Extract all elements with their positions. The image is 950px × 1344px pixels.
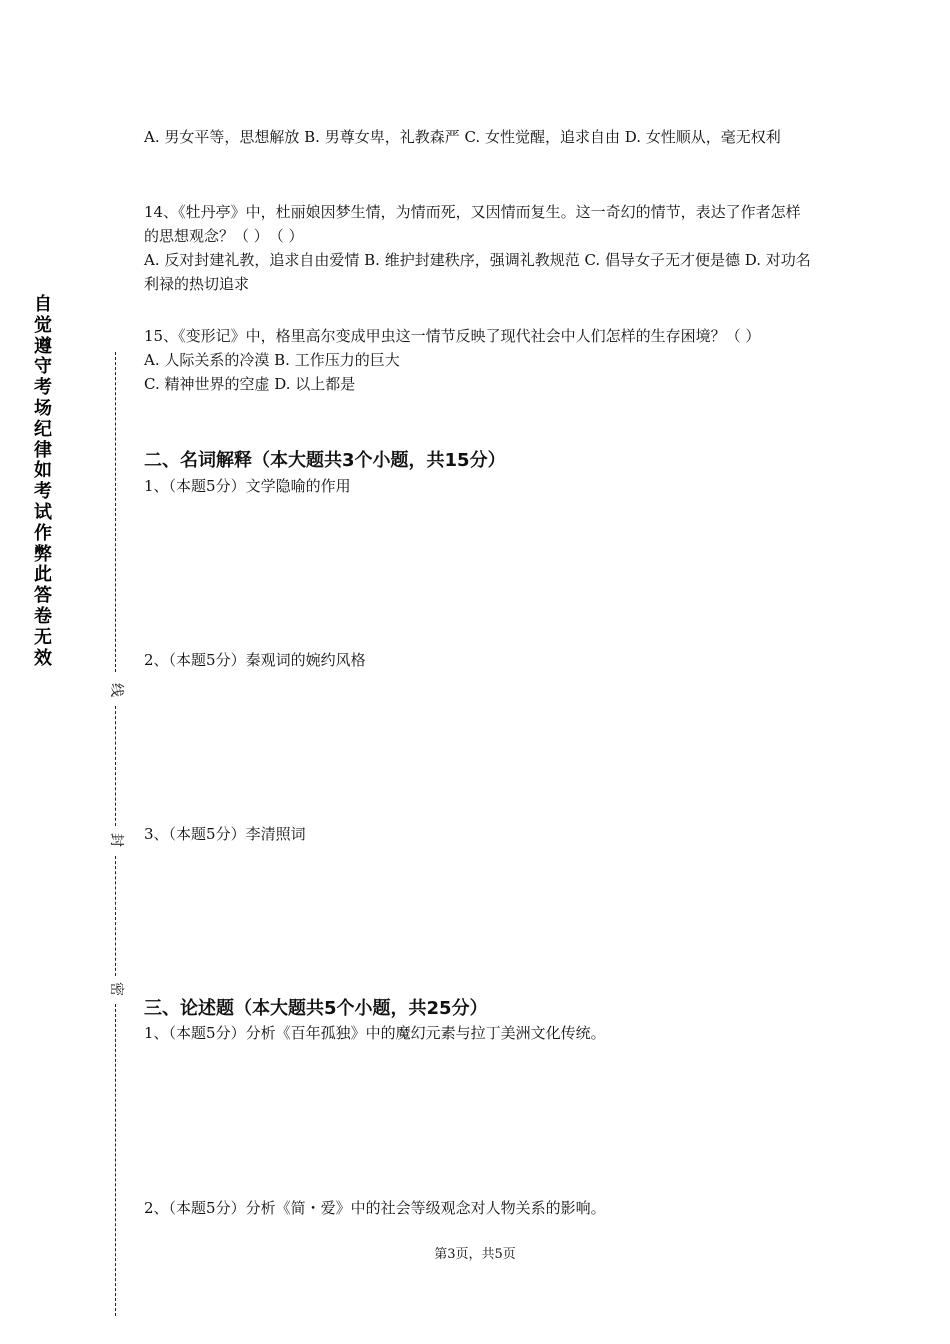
section-3-title: 三、论述题（本大题共5个小题，共25分） <box>144 998 488 1019</box>
question-15 <box>144 324 812 396</box>
question-14-options: A. 反对封建礼教，追求自由爱情 B. 维护封建秩序，强调礼教规范 C. 倡导女子无才便是德 D. 对功名利禄的热切追求 <box>144 251 811 293</box>
seal-line-segment <box>115 352 116 672</box>
section-2-item-2: 2、（本题5分）秦观词的婉约风格 <box>144 651 366 669</box>
section-3-item-2: 2、（本题5分）分析《简・爱》中的社会等级观念对人物关系的影响。 <box>144 1199 606 1217</box>
section-2-title: 二、名词解释（本大题共3个小题，共15分） <box>144 450 506 471</box>
exam-discipline-notice: 自觉遵守考场纪律如考试作弊此答卷无效 <box>34 294 52 669</box>
question-14-stem: 14、《牡丹亭》中，杜丽娘因梦生情，为情而死，又因情而复生。这一奇幻的情节，表达了作者怎样的思想观念？（ ） （ ） <box>144 203 801 245</box>
question-13-options-block <box>144 125 812 149</box>
section-3-item-1: 1、（本题5分）分析《百年孤独》中的魔幻元素与拉丁美洲文化传统。 <box>144 1024 606 1042</box>
seal-line-label-xian: 线 <box>108 683 124 697</box>
seal-line-segment <box>115 856 116 976</box>
page-number: 第3页，共5页 <box>434 1247 516 1262</box>
question-15-options-line2: C. 精神世界的空虚 D. 以上都是 <box>144 375 356 393</box>
seal-line-label-mi: 密 <box>108 982 124 996</box>
seal-line-label-feng: 封 <box>108 833 124 847</box>
question-15-options-line1: A. 人际关系的冷漠 B. 工作压力的巨大 <box>144 351 400 369</box>
seal-line-segment <box>115 706 116 826</box>
section-2-item-1: 1、（本题5分）文学隐喻的作用 <box>144 477 351 495</box>
seal-line-segment <box>115 1004 116 1316</box>
question-13-options: A. 男女平等，思想解放 B. 男尊女卑，礼教森严 C. 女性觉醒，追求自由 D. 女性顺从，毫无权利 <box>144 128 781 146</box>
section-2-item-3: 3、（本题5分）李清照词 <box>144 825 306 843</box>
question-14 <box>144 200 812 296</box>
question-15-stem: 15、《变形记》中，格里高尔变成甲虫这一情节反映了现代社会中人们怎样的生存困境？（ ） <box>144 327 761 345</box>
